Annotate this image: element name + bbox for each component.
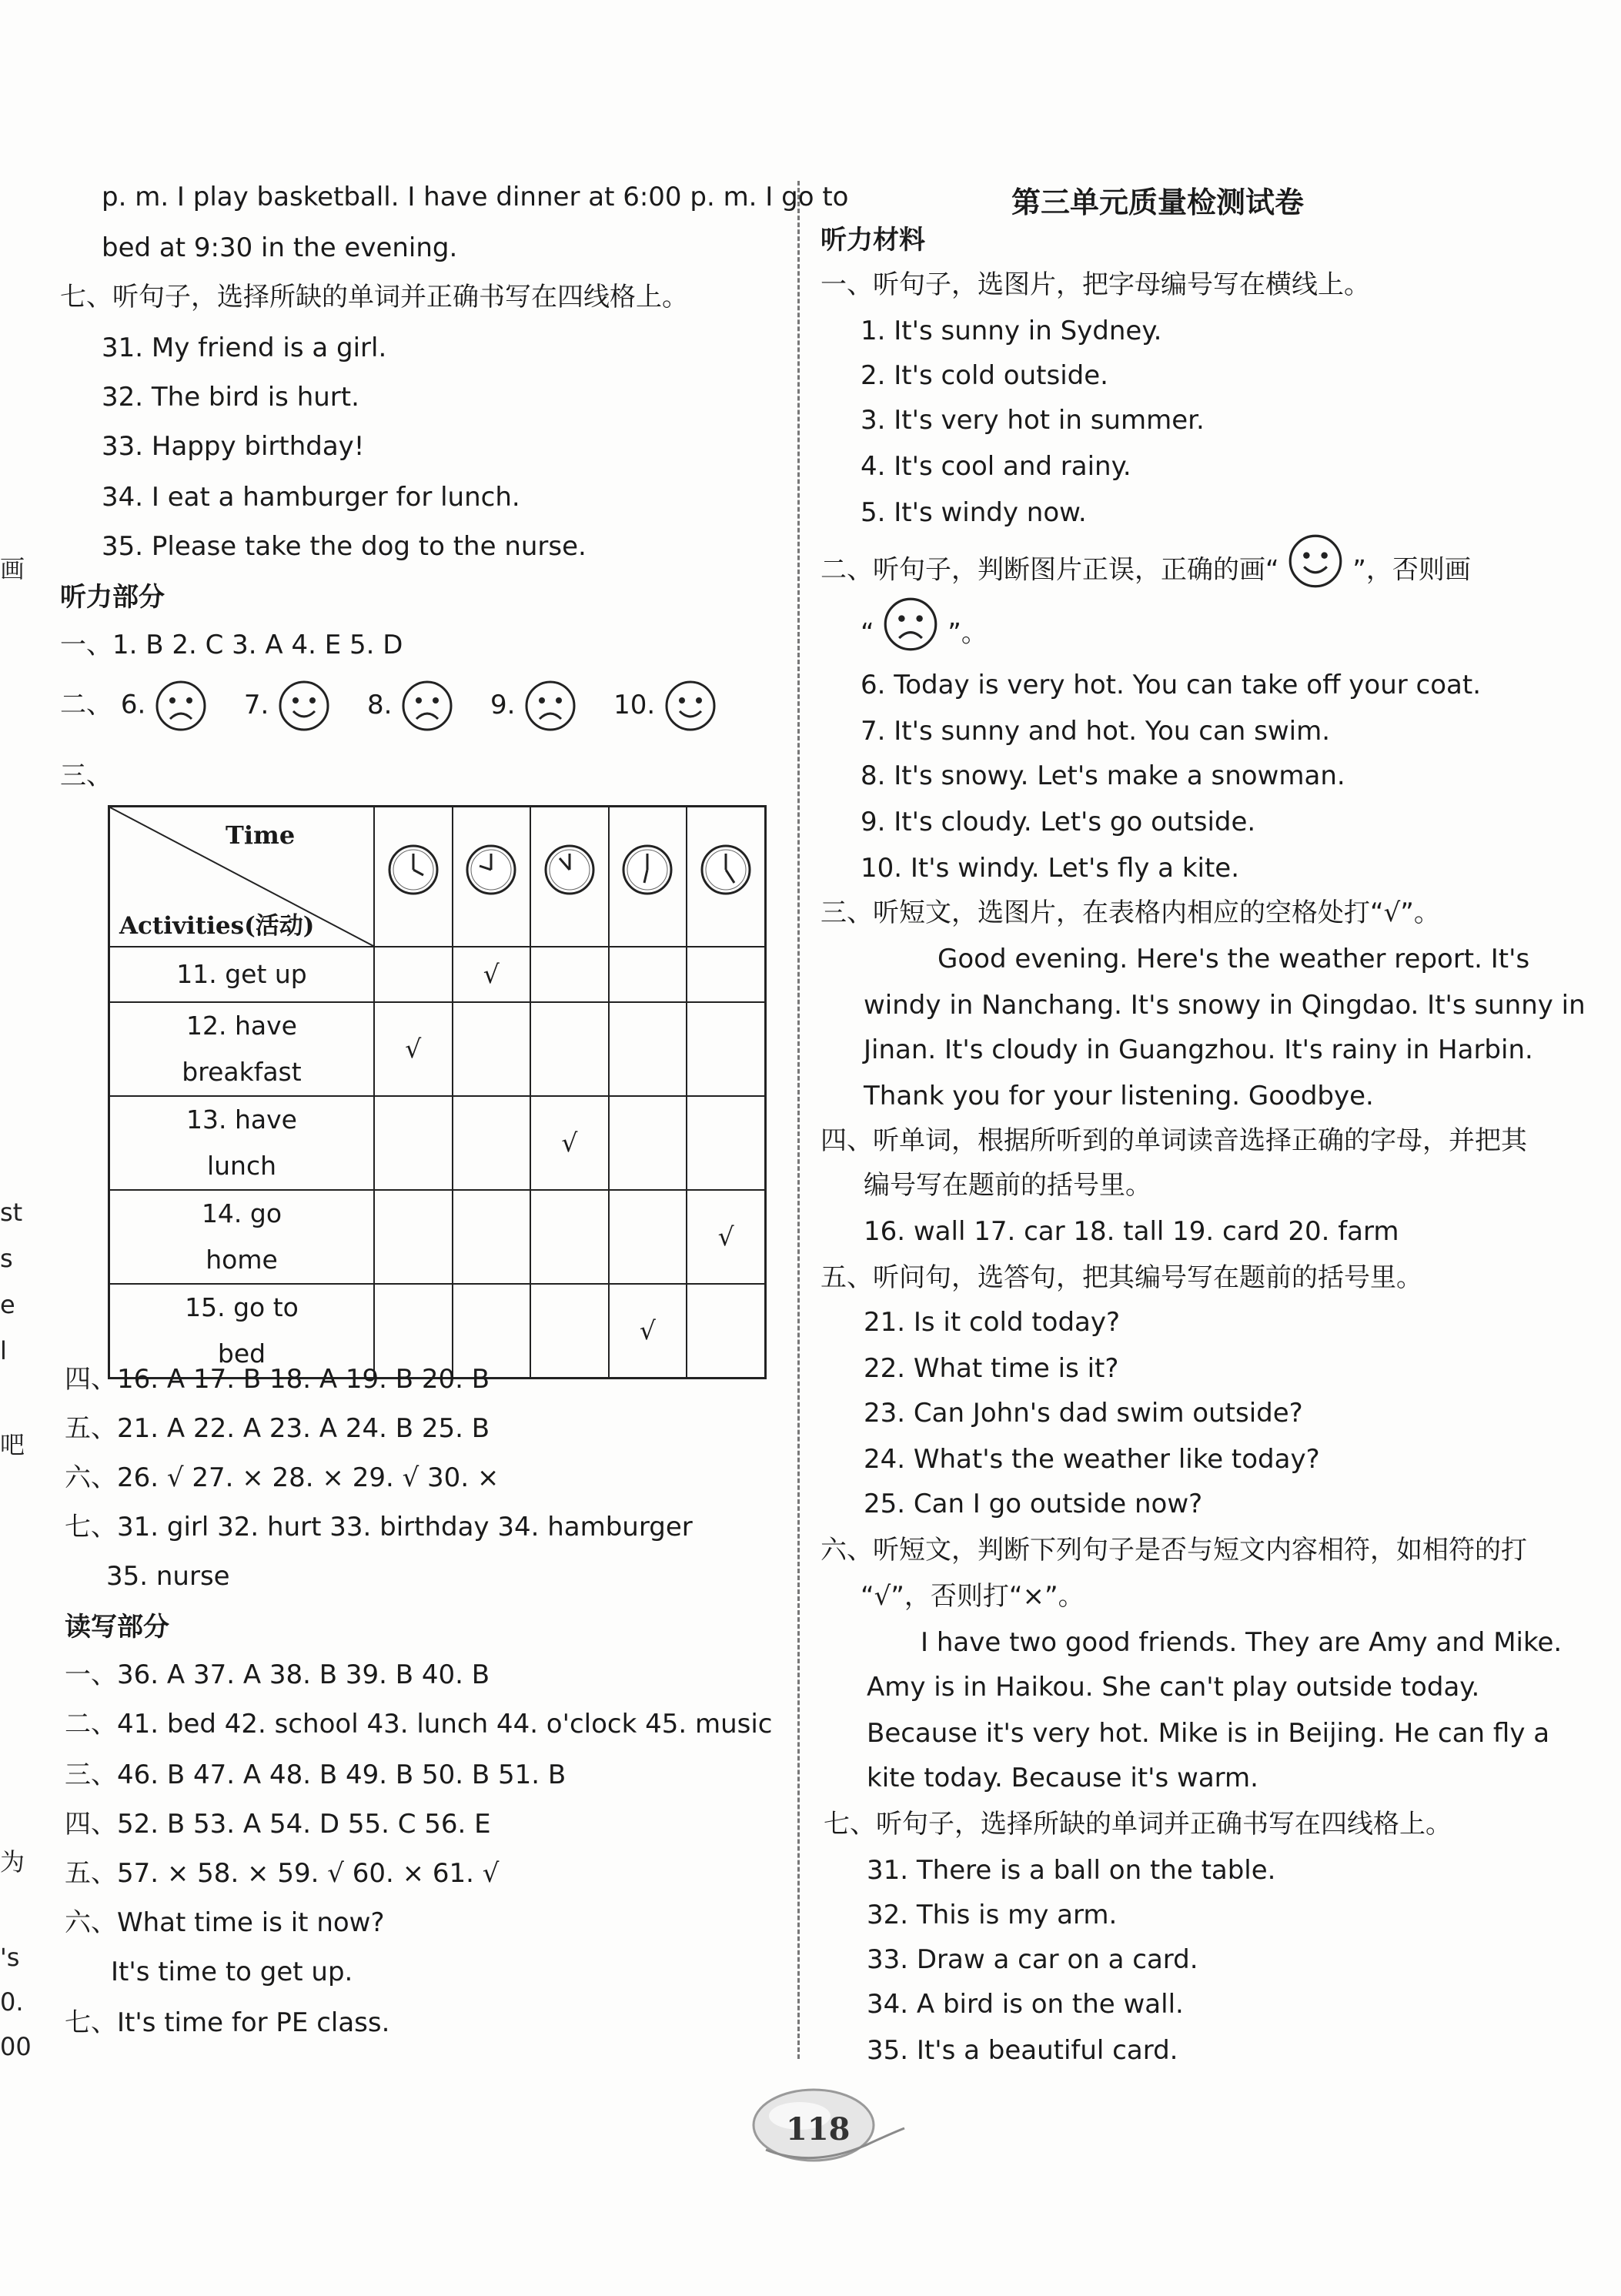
- table-cell: [609, 1002, 687, 1096]
- answer-line: 35. nurse: [106, 1561, 230, 1592]
- section-label: 三、: [60, 760, 112, 791]
- table-cell: [374, 1190, 453, 1284]
- happy-face-icon: [663, 679, 717, 733]
- table-cell: [530, 1190, 609, 1284]
- table-cell: [609, 947, 687, 1002]
- edge-fragment: 吧: [0, 1430, 25, 1459]
- clock-icon: [386, 843, 440, 897]
- edge-fragment: 为: [0, 1847, 25, 1877]
- edge-fragment: 0.: [0, 1987, 24, 2017]
- answer-number: 10.: [613, 689, 656, 720]
- listening-item: 9. It's cloudy. Let's go outside.: [861, 807, 1256, 837]
- listening-item: 25. Can I go outside now?: [864, 1489, 1203, 1519]
- clock-cell: [609, 807, 687, 947]
- answer-line: 五、57. × 58. × 59. √ 60. × 61. √: [65, 1858, 500, 1889]
- listening-item: 31. There is a ball on the table.: [867, 1855, 1276, 1886]
- answer-line: 三、46. B 47. A 48. B 49. B 50. B 51. B: [65, 1760, 567, 1790]
- text-line: p. m. I play basketball. I have dinner at 6:00 p. m. I go to: [102, 182, 849, 212]
- listening-item: 3. It's very hot in summer.: [861, 405, 1205, 436]
- passage-line: Good evening. Here's the weather report. It's: [938, 944, 1530, 974]
- listening-item: 16. wall 17. car 18. tall 19. card 20. farm: [864, 1216, 1399, 1247]
- table-cell: [530, 1002, 609, 1096]
- instruction: 五、听问句，选答句，把其编号写在题前的括号里。: [821, 1262, 1422, 1293]
- passage-line: Jinan. It's cloudy in Guangzhou. It's rainy in Harbin.: [864, 1034, 1533, 1065]
- listening-item: 21. Is it cold today?: [864, 1307, 1121, 1338]
- instruction: 四、听单词，根据所听到的单词读音选择正确的字母，并把其: [821, 1125, 1527, 1156]
- activity-label: 12. have: [186, 1011, 297, 1041]
- page-title: 第三单元质量检测试卷: [1011, 185, 1305, 219]
- text-line: 31. My friend is a girl.: [102, 333, 387, 363]
- instruction: [821, 553, 1471, 590]
- listening-item: 5. It's windy now.: [861, 497, 1087, 528]
- table-cell: [609, 1190, 687, 1284]
- instruction: 编号写在题前的括号里。: [864, 1170, 1151, 1201]
- clock-icon: [699, 843, 753, 897]
- column-divider: [797, 181, 800, 2059]
- listening-item: 35. It's a beautiful card.: [867, 2035, 1178, 2066]
- page-number: 118: [786, 2111, 851, 2147]
- table-cell: [687, 947, 765, 1002]
- edge-fragment: 画: [0, 554, 25, 583]
- listening-item: 4. It's cool and rainy.: [861, 451, 1131, 482]
- activity-label: home: [206, 1245, 278, 1275]
- clock-cell: [453, 807, 531, 947]
- instruction-text: ”。: [948, 617, 988, 649]
- table-cell: [453, 1190, 531, 1284]
- instruction: 六、听短文，判断下列句子是否与短文内容相符，如相符的打: [821, 1535, 1527, 1566]
- activity-cell: [109, 1002, 375, 1096]
- text-line: bed at 9:30 in the evening.: [102, 232, 458, 263]
- edge-fragment: s: [0, 1244, 13, 1273]
- reading-heading: 读写部分: [65, 1612, 169, 1643]
- listening-item: 22. What time is it?: [864, 1353, 1119, 1384]
- table-cell: [687, 1002, 765, 1096]
- answer-number: 7.: [243, 689, 269, 720]
- table-cell: [530, 1284, 609, 1379]
- clock-icon: [620, 843, 674, 897]
- listening-heading: 听力部分: [60, 582, 165, 613]
- activity-label: lunch: [206, 1151, 277, 1181]
- passage-line: Because it's very hot. Mike is in Beijing. He can fly a: [867, 1718, 1550, 1749]
- sad-face-icon: [882, 596, 939, 653]
- activity-cell: [109, 1190, 375, 1284]
- text-line: 33. Happy birthday!: [102, 431, 365, 462]
- clock-cell: [530, 807, 609, 947]
- instruction-text: “: [861, 617, 874, 649]
- table-cell: [453, 1002, 531, 1096]
- listening-item: 2. It's cold outside.: [861, 360, 1108, 391]
- activity-label: 11. get up: [176, 959, 307, 989]
- answer-number: 6.: [120, 689, 146, 720]
- table-cell: [453, 947, 531, 1002]
- check-mark: √: [561, 1128, 578, 1158]
- text-line: 34. I eat a hamburger for lunch.: [102, 482, 520, 513]
- answer-number: 8.: [366, 689, 393, 720]
- table-cell: [530, 1096, 609, 1190]
- listening-item: 7. It's sunny and hot. You can swim.: [861, 716, 1331, 747]
- check-mark: √: [405, 1034, 422, 1064]
- header-time: Time: [226, 820, 296, 850]
- answer-number: 9.: [490, 689, 516, 720]
- text-line: 35. Please take the dog to the nurse.: [102, 531, 587, 562]
- edge-fragment: st: [0, 1198, 23, 1227]
- listening-item: 10. It's windy. Let's fly a kite.: [861, 853, 1240, 884]
- table-cell: [687, 1190, 765, 1284]
- edge-fragment: 00: [0, 2032, 32, 2061]
- table-cell: [374, 947, 453, 1002]
- instruction-text: ”，否则画: [1352, 554, 1471, 586]
- edge-fragment: l: [0, 1336, 7, 1365]
- listening-item: 8. It's snowy. Let's make a snowman.: [861, 760, 1345, 791]
- answer-line: 五、21. A 22. A 23. A 24. B 25. B: [65, 1413, 490, 1444]
- edge-fragment: 's: [0, 1943, 20, 1972]
- clock-cell: [687, 807, 765, 947]
- table-cell: [374, 1002, 453, 1096]
- clock-icon: [543, 843, 597, 897]
- instruction: “√”，否则打“×”。: [861, 1581, 1085, 1612]
- clock-icon: [464, 843, 518, 897]
- activity-label: 13. have: [186, 1105, 297, 1135]
- clock-cell: [374, 807, 453, 947]
- sad-face-icon: [154, 679, 208, 733]
- listening-item: 23. Can John's dad swim outside?: [864, 1398, 1303, 1429]
- check-mark: √: [717, 1222, 734, 1252]
- instruction: 一、听句子，选图片，把字母编号写在横线上。: [821, 269, 1370, 300]
- activity-label: 14. go: [201, 1198, 282, 1228]
- listening-item: 34. A bird is on the wall.: [867, 1989, 1184, 2020]
- table-cell: [687, 1096, 765, 1190]
- passage-line: kite today. Because it's warm.: [867, 1763, 1258, 1793]
- listening-item: 6. Today is very hot. You can take off your coat.: [861, 670, 1482, 700]
- passage-line: Amy is in Haikou. She can't play outside today.: [867, 1672, 1480, 1703]
- table-cell: [609, 1284, 687, 1379]
- activity-label: bed: [217, 1338, 266, 1369]
- check-mark: √: [639, 1315, 656, 1345]
- table-cell: [687, 1284, 765, 1379]
- header-activities: Activities(活动): [119, 912, 315, 940]
- sad-face-icon: [523, 679, 577, 733]
- listening-item: 24. What's the weather like today?: [864, 1444, 1320, 1475]
- table-cell: [530, 947, 609, 1002]
- answer-line: 七、31. girl 32. hurt 33. birthday 34. hamburger: [65, 1512, 693, 1542]
- instruction: [861, 616, 988, 653]
- answer-line: 四、52. B 53. A 54. D 55. C 56. E: [65, 1809, 491, 1840]
- activity-label: breakfast: [182, 1057, 302, 1087]
- happy-face-icon: [1287, 533, 1344, 590]
- sad-face-icon: [400, 679, 454, 733]
- answer-line: 一、1. B 2. C 3. A 4. E 5. D: [60, 630, 403, 660]
- answer-line: 二、41. bed 42. school 43. lunch 44. o'clock 45. music: [65, 1709, 773, 1740]
- instruction: 三、听短文，选图片，在表格内相应的空格处打“√”。: [821, 897, 1440, 928]
- schedule-table: [108, 805, 767, 1379]
- activity-cell: [109, 947, 375, 1002]
- edge-fragment: e: [0, 1290, 15, 1319]
- instruction-text: 二、听句子，判断图片正误，正确的画“: [821, 554, 1279, 586]
- table-cell: [374, 1096, 453, 1190]
- section-label: 二、: [60, 689, 112, 720]
- answer-line: It's time to get up.: [111, 1957, 353, 1987]
- listening-item: 1. It's sunny in Sydney.: [861, 316, 1162, 346]
- answer-line: 四、16. A 17. B 18. A 19. B 20. B: [65, 1364, 490, 1395]
- answer-line: 六、What time is it now?: [65, 1907, 385, 1938]
- section-heading: 听力材料: [821, 225, 925, 256]
- happy-face-icon: [277, 679, 331, 733]
- passage-line: I have two good friends. They are Amy and Mike.: [921, 1627, 1563, 1658]
- activity-label: 15. go to: [185, 1292, 299, 1322]
- passage-line: Thank you for your listening. Goodbye.: [864, 1081, 1374, 1111]
- listening-item: 32. This is my arm.: [867, 1900, 1118, 1930]
- answer-line: 六、26. √ 27. × 28. × 29. √ 30. ×: [65, 1462, 500, 1493]
- answer-line: 一、36. A 37. A 38. B 39. B 40. B: [65, 1659, 490, 1690]
- text-line: 七、听句子，选择所缺的单词并正确书写在四线格上。: [60, 282, 688, 312]
- instruction: 七、听句子，选择所缺的单词并正确书写在四线格上。: [824, 1809, 1452, 1840]
- table-header-cell: [109, 807, 375, 947]
- table-cell: [609, 1096, 687, 1190]
- passage-line: windy in Nanchang. It's snowy in Qingdao. It's sunny in: [864, 990, 1586, 1021]
- face-answers: [60, 679, 717, 733]
- answer-line: 七、It's time for PE class.: [65, 2007, 390, 2038]
- activity-cell: [109, 1096, 375, 1190]
- table-cell: [453, 1096, 531, 1190]
- listening-item: 33. Draw a car on a card.: [867, 1944, 1198, 1975]
- page-number-badge: [758, 2090, 874, 2167]
- text-line: 32. The bird is hurt.: [102, 382, 359, 413]
- check-mark: √: [483, 959, 500, 989]
